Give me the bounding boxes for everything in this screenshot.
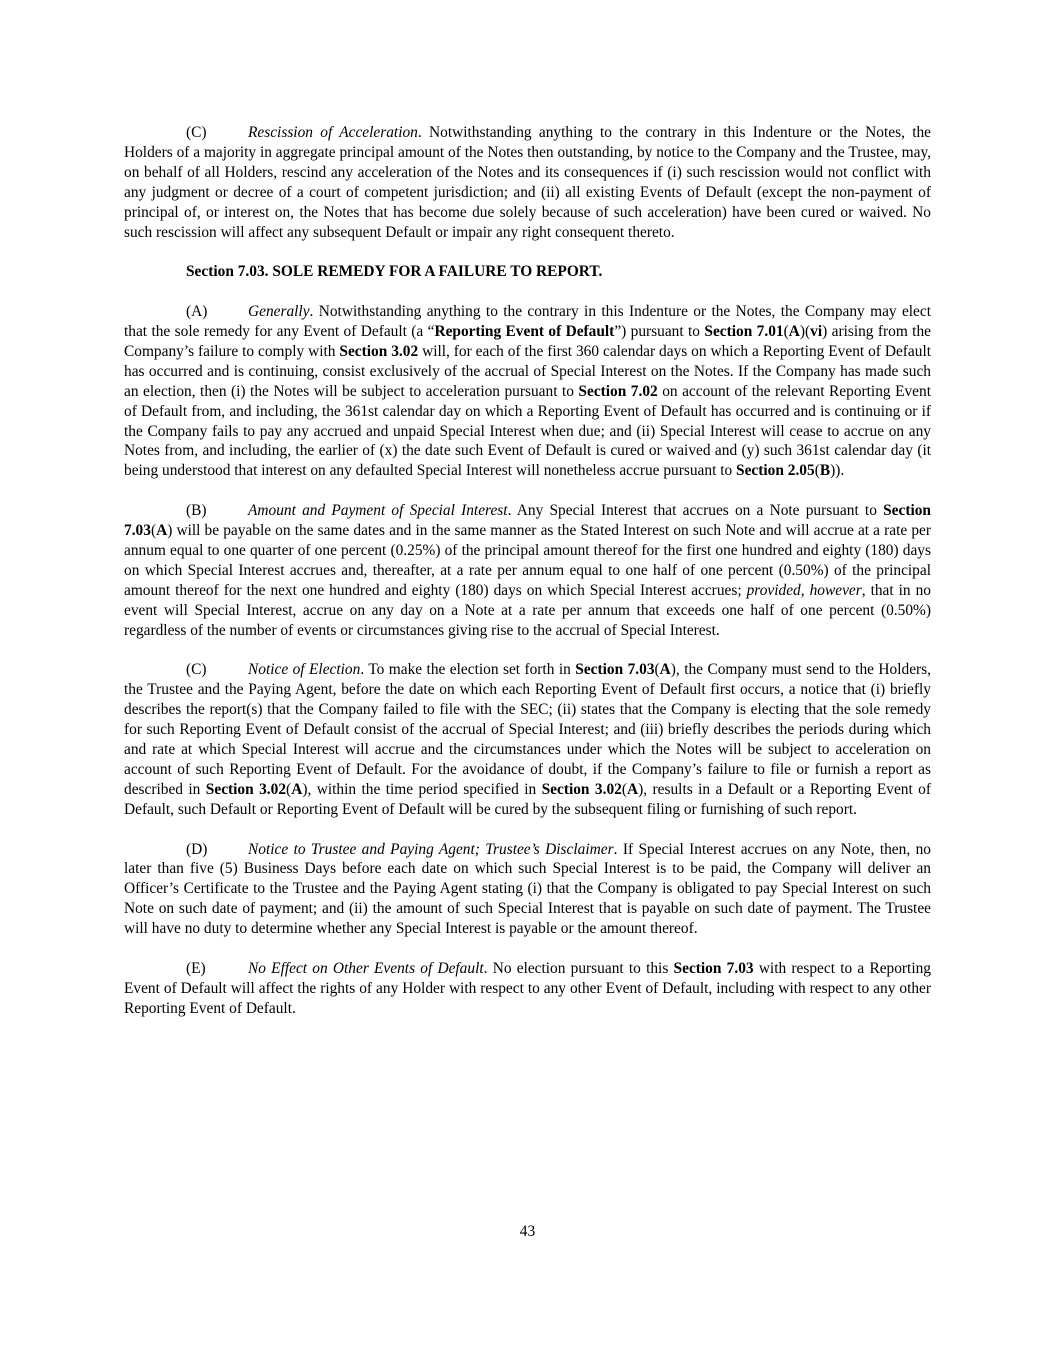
document-page [124, 123, 931, 1039]
section-heading: Section 7.03. SOLE REMEDY FOR A FAILURE TO REPORT. [186, 263, 603, 281]
paragraph-title: Notice of Election [248, 661, 361, 679]
section-reference: Section 7.03 [124, 502, 931, 540]
paragraph-a-generally: (A) Generally. Notwithstanding anything to the contrary in this Indenture or the Notes, the Company may elect that the sole remedy for any Event of Default (a “Reporting Event of Default”) pursuant to Section 7.01(A)(vi) arising from the Company’s failure to comply with Section 3.02 will, for each of the first 360 calendar days on which a Reporting Event of Default has occurred and is continuing, consist exclusively of the accrual of Special Interest on the Notes. If the Company has made such an election, then (i) the Notes will be subject to acceleration pursuant to Section 7.02 on account of the relevant Reporting Event of Default from, and including, the 361st calendar day on which a Reporting Event of Default has occurred and is continuing or if the Company fails to pay any accrued and unpaid Special Interest when due; and (ii) Special Interest will cease to accrue on any Notes from, and including, the earlier of (x) the date such Event of Default is cured or waived and (y) such 361st calendar day (it being understood that interest on any defaulted Special Interest will nonetheless accrue pursuant to Section 2.05(B)). [124, 303, 931, 480]
paragraph-title: Rescission of Acceleration [248, 124, 418, 141]
paragraph-c-notice-of-election: (C) Notice of Election. To make the election set forth in Section 7.03(A), the Company must send to the Holders, the Trustee and the Paying Agent, before the date on which each Reporting Event of Default first occurs, a notice that (i) briefly describes the report(s) that the Company failed to file with the SEC; (ii) states that the Company is electing that the sole remedy for such Reporting Event of Default consist of the accrual of Special Interest; and (iii) briefly describes the periods during which and rate at which Special Interest will accrue and the circumstances under which the Notes will be subject to acceleration on account of such Reporting Event of Default. For the avoidance of doubt, if the Company’s failure to file or furnish a report as described in Section 3.02(A), within the time period specified in Section 3.02(A), results in a Default or a Reporting Event of Default, such Default or Reporting Event of Default will be cured by the subsequent filing or furnishing of such report. [124, 661, 931, 818]
paragraph-marker: (D) [186, 840, 208, 858]
paragraph-marker: (B) [186, 502, 207, 520]
paragraph-marker: (C) [186, 124, 207, 141]
section-reference: Section 7.02 [578, 382, 658, 400]
section-reference: Section 3.02 [541, 780, 622, 798]
paragraph-marker: (A) [186, 303, 208, 321]
defined-term: Reporting Event of Default [434, 323, 615, 341]
paragraph-title: No Effect on Other Events of Default [248, 959, 484, 977]
section-reference: Section 7.03 [575, 661, 655, 679]
paragraph-marker: (E) [186, 959, 206, 977]
section-reference: Section 7.03 [673, 959, 754, 977]
section-reference: Section 3.02 [339, 342, 419, 360]
paragraph-title: Amount and Payment of Special Interest [248, 502, 508, 520]
paragraph-e-no-effect: (E) No Effect on Other Events of Default. No election pursuant to this Section 7.03 with respect to a Reporting Event of Default will affect the rights of any Holder with respect to any other Event of Default, including with respect to any other Reporting Event of Default. [124, 959, 931, 1017]
paragraph-title: Notice to Trustee and Paying Agent; Trustee’s Disclaimer [248, 840, 614, 858]
section-reference: Section 7.01 [704, 323, 784, 341]
paragraph-d-notice-to-trustee: (D) Notice to Trustee and Paying Agent; Trustee’s Disclaimer. If Special Interest accrues on any Note, then, no later than five (5) Business Days before each date on which such Special Interest is to be paid, the Company will deliver an Officer’s Certificate to the Trustee and the Paying Agent stating (i) that the Company is obligated to pay Special Interest on such Note on such date of payment; and (ii) the amount of such Special Interest that is payable on such date of payment. The Trustee will have no duty to determine whether any Special Interest is payable or the amount thereof. [124, 840, 931, 938]
paragraph-c-rescission: (C) Rescission of Acceleration. Notwithstanding anything to the contrary in this Indenture or the Notes, the Holders of a majority in aggregate principal amount of the Notes then outstanding, by notice to the Company and the Trustee, may, on behalf of all Holders, rescind any acceleration of the Notes and its consequences if (i) such rescission would not conflict with any judgment or decree of a court of competent jurisdiction; and (ii) all existing Events of Default (except the non-payment of principal of, or interest on, the Notes that has become due solely because of such acceleration) have been cured or waived. No such rescission will affect any subsequent Default or impair any right consequent thereto. [124, 124, 931, 241]
paragraph-b-amount-payment: (B) Amount and Payment of Special Interest. Any Special Interest that accrues on a Note pursuant to Section 7.03(A) will be payable on the same dates and in the same manner as the Stated Interest on such Note and will accrue at a rate per annum equal to one quarter of one percent (0.25%) of the principal amount thereof for the first one hundred and eighty (180) days on which Special Interest accrues and, thereafter, at a rate per annum equal to one half of one percent (0.50%) of the principal amount thereof for the next one hundred and eighty (180) days on which Special Interest accrues; provided, however, that in no event will Special Interest, accrue on any day on a Note at a rate per annum that exceeds one half of one percent (0.50%) regardless of the number of events or circumstances giving rise to the accrual of Special Interest. [124, 502, 931, 639]
section-reference: Section 3.02 [205, 780, 287, 798]
page-number: 43 [519, 1223, 536, 1240]
paragraph-marker: (C) [186, 661, 207, 679]
section-reference: Section 2.05 [736, 462, 815, 480]
paragraph-title: Generally [248, 303, 310, 321]
